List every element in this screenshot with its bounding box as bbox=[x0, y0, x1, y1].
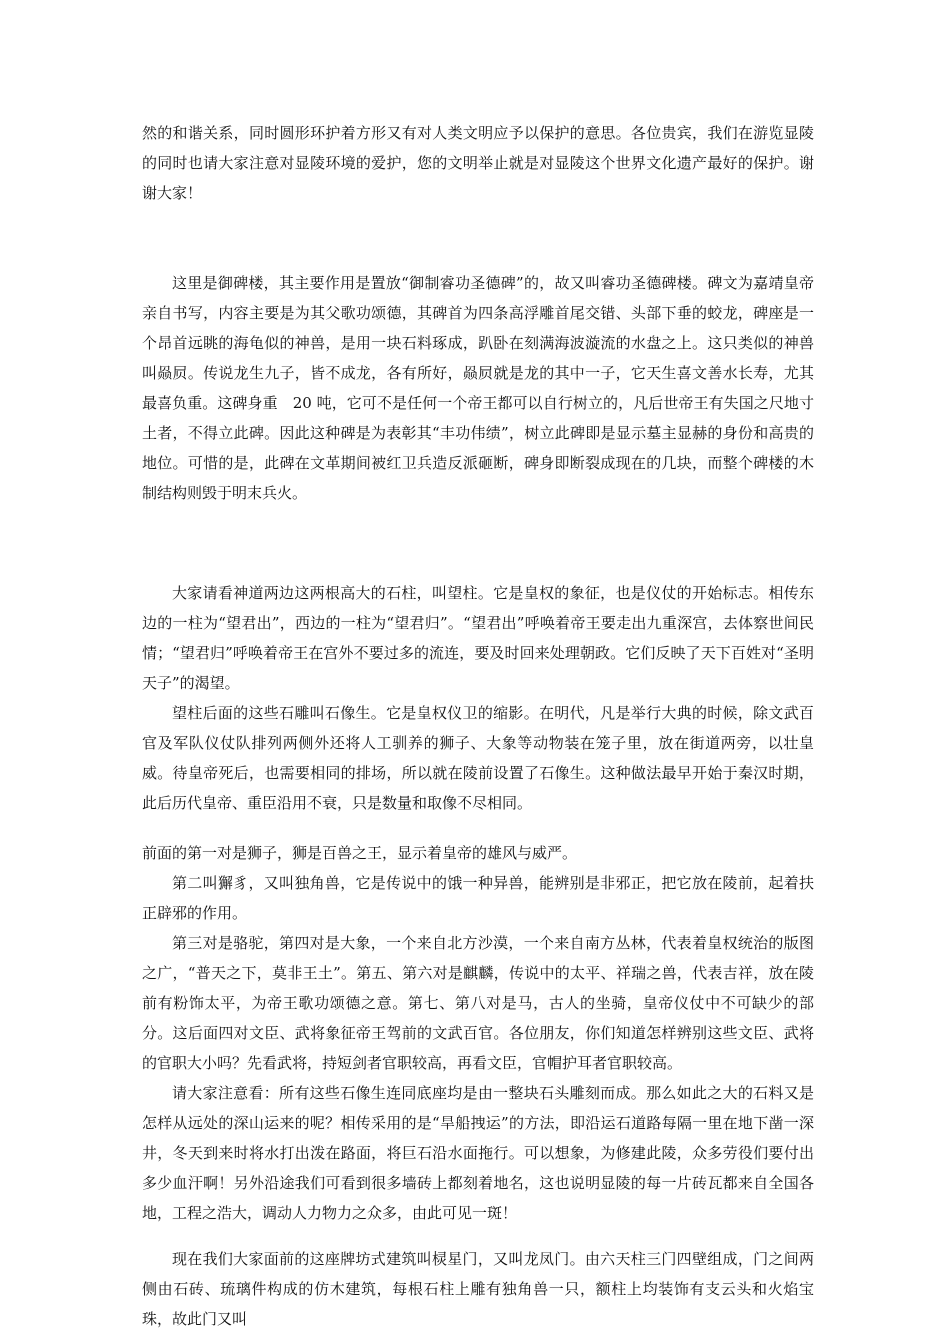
spacer bbox=[142, 508, 814, 578]
paragraph-stele-pavilion: 这里是御碑楼，其主要作用是置放“御制睿功圣德碑”的，故又叫睿功圣德碑楼。碑文为嘉靖皇帝亲自书写，内容主要是为其父歌功颂德，其碑首为四条高浮雕首尾交错、头部下垂的蛟龙，碑座是一个昂首远眺的海龟似的神兽，是用一块石料琢成，趴卧在刻满海波漩流的水盘之上。这只类似的神兽叫赑屃。传说龙生九子，皆不成龙，各有所好，赑屃就是龙的其中一子，它天生喜文善水长寿，尤其最喜负重。这碑身重 20 吨，它可不是任何一个帝王都可以自行树立的，凡后世帝王有失国之尺地寸土者，不得立此碑。因此这种碑是为表彰其“丰功伟绩”，树立此碑即是显示墓主显赫的身份和高贵的地位。可惜的是，此碑在文革期间被红卫兵造反派砸断，碑身即断裂成现在的几块，而整个碑楼的木制结构则毁于明末兵火。 bbox=[142, 274, 814, 502]
paragraph-watch-pillars: 大家请看神道两边这两根高大的石柱，叫望柱。它是皇权的象征，也是仪仗的开始标志。相传东边的一柱为“望君出”，西边的一柱为“望君归”。“望君出”呼唤着帝王要走出九重深宫，去体察世间民情；“望君归”呼唤着帝王在宫外不要过多的流连，要及时回来处理朝政。它们反映了天下百姓对“圣明天子”的渴望。 bbox=[142, 584, 814, 692]
paragraph-lions: 前面的第一对是狮子，狮是百兽之王，显示着皇帝的雄风与威严。 bbox=[142, 844, 578, 862]
document-page bbox=[142, 118, 814, 1334]
spacer bbox=[142, 1228, 814, 1244]
paragraph-monolith-transport: 请大家注意看：所有这些石像生连同底座均是由一整块石头雕刻而成。那么如此之大的石料又是怎样从远处的深山运来的呢？相传采用的是“旱船拽运”的方法，即沿运石道路每隔一里在地下凿一深井，冬天到来时将水打出泼在路面，将巨石沿水面拖行。可以想象，为修建此陵，众多劳役们要付出多少血汗啊！另外沿途我们可看到很多墙砖上都刻着地名，这也说明显陵的每一片砖瓦都来自全国各地，工程之浩大，调动人力物力之众多，由此可见一斑！ bbox=[142, 1084, 814, 1222]
spacer bbox=[142, 208, 814, 268]
paragraph-animal-pairs: 第三对是骆驼，第四对是大象，一个来自北方沙漠，一个来自南方丛林，代表着皇权统治的版图之广，“普天之下，莫非王土”。第五、第六对是麒麟，传说中的太平、祥瑞之兽，代表吉祥，放在陵前有粉饰太平，为帝王歌功颂德之意。第七、第八对是马，古人的坐骑，皇帝仪仗中不可缺少的部分。这后面四对文臣、武将象征帝王驾前的文武百官。各位朋友，你们知道怎样辨别这些文臣、武将的官职大小吗？先看武将，持短剑者官职较高，再看文臣，官帽护耳者官职较高。 bbox=[142, 934, 814, 1072]
spacer bbox=[142, 818, 814, 838]
paragraph-xiezhi: 第二叫獬豸，又叫独角兽，它是传说中的饿一种异兽，能辨别是非邪正，把它放在陵前，起着扶正辟邪的作用。 bbox=[142, 874, 814, 922]
paragraph-lingxing-gate: 现在我们大家面前的这座牌坊式建筑叫棂星门，又叫龙凤门。由六天柱三门四壁组成，门之间两侧由石砖、琉璃件构成的仿木建筑，每根石柱上雕有独角兽一只，额柱上均装饰有支云头和火焰宝珠，故此门又叫 bbox=[142, 1250, 814, 1328]
paragraph-harmony: 然的和谐关系，同时圆形环护着方形又有对人类文明应予以保护的意思。各位贵宾，我们在游览显陵的同时也请大家注意对显陵环境的爱护，您的文明举止就是对显陵这个世界文化遗产最好的保护。谢谢大家！ bbox=[142, 124, 814, 202]
paragraph-stone-statues: 望柱后面的这些石雕叫石像生。它是皇权仪卫的缩影。在明代，凡是举行大典的时候，除文武百官及军队仪仗队排列两侧外还将人工驯养的狮子、大象等动物装在笼子里，放在街道两旁，以壮皇威。待皇帝死后，也需要相同的排场，所以就在陵前设置了石像生。这种做法最早开始于秦汉时期，此后历代皇帝、重臣沿用不衰，只是数量和取像不尽相同。 bbox=[142, 704, 814, 812]
